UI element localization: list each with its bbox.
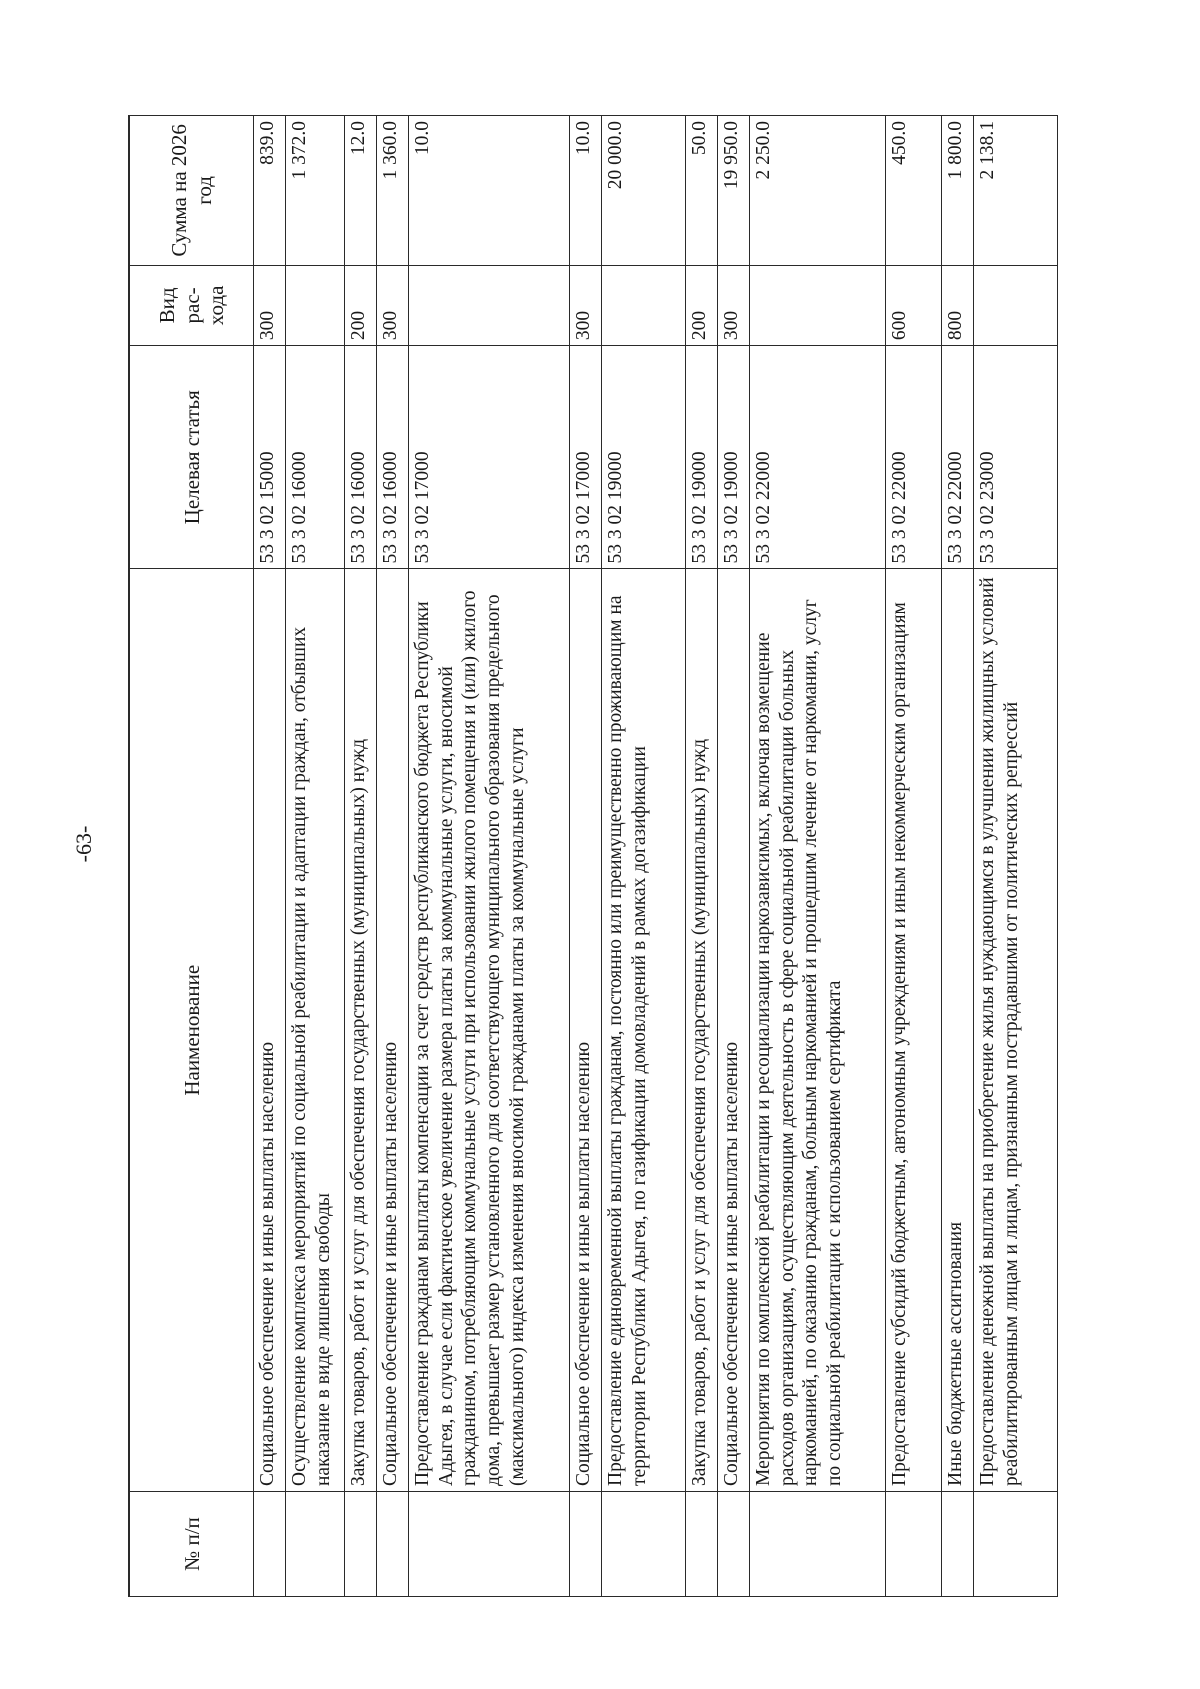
row-code: 53 3 02 22000 — [885, 346, 942, 569]
row-code: 53 3 02 19000 — [717, 346, 749, 569]
row-sum: 1 360.0 — [376, 116, 408, 266]
row-num — [602, 1492, 685, 1597]
row-name: Предоставление субсидий бюджетным, автономным учреждениям и иным некоммерческим организациям — [885, 569, 942, 1492]
row-code: 53 3 02 15000 — [254, 346, 286, 569]
row-code: 53 3 02 16000 — [286, 346, 345, 569]
row-name: Закупка товаров, работ и услуг для обеспечения государственных (муниципальных) нужд — [344, 569, 376, 1492]
row-name: Предоставление денежной выплаты на приобретение жилья нуждающимся в улучшении жилищных условий реабилитированным лицам и лицам, признанным пострадавшими от политических репрессий — [974, 569, 1058, 1492]
row-code: 53 3 02 17000 — [570, 346, 602, 569]
header-name: Наименование — [129, 569, 254, 1492]
row-code: 53 3 02 23000 — [974, 346, 1058, 569]
table-row — [749, 116, 885, 1597]
row-num — [974, 1492, 1058, 1597]
row-sum: 1 372.0 — [286, 116, 345, 266]
row-code: 53 3 02 16000 — [376, 346, 408, 569]
row-num — [942, 1492, 974, 1597]
table-row — [376, 116, 408, 1597]
table-row — [254, 116, 286, 1597]
row-type: 200 — [685, 265, 717, 345]
header-code: Целевая статья — [129, 346, 254, 569]
table-row — [602, 116, 685, 1597]
row-type: 300 — [376, 265, 408, 345]
budget-table — [128, 115, 1058, 1597]
row-sum: 450.0 — [885, 116, 942, 266]
row-type: 800 — [942, 265, 974, 345]
row-type: 600 — [885, 265, 942, 345]
row-num — [885, 1492, 942, 1597]
row-num — [286, 1492, 345, 1597]
row-name: Социальное обеспечение и иные выплаты населению — [570, 569, 602, 1492]
budget-table-area — [128, 115, 1058, 1597]
row-type: 200 — [344, 265, 376, 345]
row-name: Социальное обеспечение и иные выплаты населению — [254, 569, 286, 1492]
row-type — [602, 265, 685, 345]
row-num — [717, 1492, 749, 1597]
table-row — [286, 116, 345, 1597]
row-num — [749, 1492, 885, 1597]
row-name: Социальное обеспечение и иные выплаты населению — [376, 569, 408, 1492]
row-sum: 20 000.0 — [602, 116, 685, 266]
row-name: Социальное обеспечение и иные выплаты населению — [717, 569, 749, 1492]
row-code: 53 3 02 22000 — [942, 346, 974, 569]
row-type — [286, 265, 345, 345]
row-sum: 2 250.0 — [749, 116, 885, 266]
table-row — [717, 116, 749, 1597]
table-row — [885, 116, 942, 1597]
row-name: Закупка товаров, работ и услуг для обеспечения государственных (муниципальных) нужд — [685, 569, 717, 1492]
row-type: 300 — [717, 265, 749, 345]
row-code: 53 3 02 19000 — [685, 346, 717, 569]
table-header-row — [129, 116, 254, 1597]
row-name: Предоставление гражданам выплаты компенсации за счет средств республиканского бюджета Республики Адыгея, в случае если фактическое увеличение размера платы за коммунальные услуги, вносимой гражданином, потребляющим коммунальные услуги при использовании жилого помещения и (или) жилого дома, превышает размер установленного для соответствующего муниципального образования предельного (максимального) индекса изменения вносимой гражданами платы за коммунальные услуги — [408, 569, 569, 1492]
row-num — [376, 1492, 408, 1597]
row-code: 53 3 02 22000 — [749, 346, 885, 569]
row-type: 300 — [254, 265, 286, 345]
header-type: Вид рас-хода — [129, 265, 254, 345]
table-row — [942, 116, 974, 1597]
table-row — [408, 116, 569, 1597]
table-row — [570, 116, 602, 1597]
page-number: -63- — [71, 825, 96, 863]
row-sum: 10.0 — [408, 116, 569, 266]
row-name: Иные бюджетные ассигнования — [942, 569, 974, 1492]
row-type: 300 — [570, 265, 602, 345]
row-sum: 19 950.0 — [717, 116, 749, 266]
row-code: 53 3 02 16000 — [344, 346, 376, 569]
row-num — [570, 1492, 602, 1597]
row-num — [408, 1492, 569, 1597]
table-row — [344, 116, 376, 1597]
row-sum: 50.0 — [685, 116, 717, 266]
table-row — [974, 116, 1058, 1597]
row-type — [974, 265, 1058, 345]
row-sum: 10.0 — [570, 116, 602, 266]
row-num — [344, 1492, 376, 1597]
row-type — [408, 265, 569, 345]
row-num — [254, 1492, 286, 1597]
row-code: 53 3 02 19000 — [602, 346, 685, 569]
row-sum: 1 800.0 — [942, 116, 974, 266]
row-sum: 12.0 — [344, 116, 376, 266]
row-code: 53 3 02 17000 — [408, 346, 569, 569]
header-num: № п/п — [129, 1492, 254, 1597]
row-name: Мероприятия по комплексной реабилитации и ресоциализации наркозависимых, включая возмещение расходов организациям, осуществляющим деятельность в сфере социальной реабилитации больных наркоманией, по оказанию гражданам, больным наркоманией и прошедшим лечение от наркомании, услуг по социальной реабилитации с использованием сертификата — [749, 569, 885, 1492]
row-sum: 2 138.1 — [974, 116, 1058, 266]
table-row — [685, 116, 717, 1597]
row-name: Осуществление комплекса мероприятий по социальной реабилитации и адаптации граждан, отбывших наказание в виде лишения свободы — [286, 569, 345, 1492]
row-num — [685, 1492, 717, 1597]
row-type — [749, 265, 885, 345]
row-name: Предоставление единовременной выплаты гражданам, постоянно или преимущественно проживающим на территории Республики Адыгея, по газификации домовладений в рамках догазификации — [602, 569, 685, 1492]
header-sum: Сумма на 2026 год — [129, 116, 254, 266]
row-sum: 839.0 — [254, 116, 286, 266]
